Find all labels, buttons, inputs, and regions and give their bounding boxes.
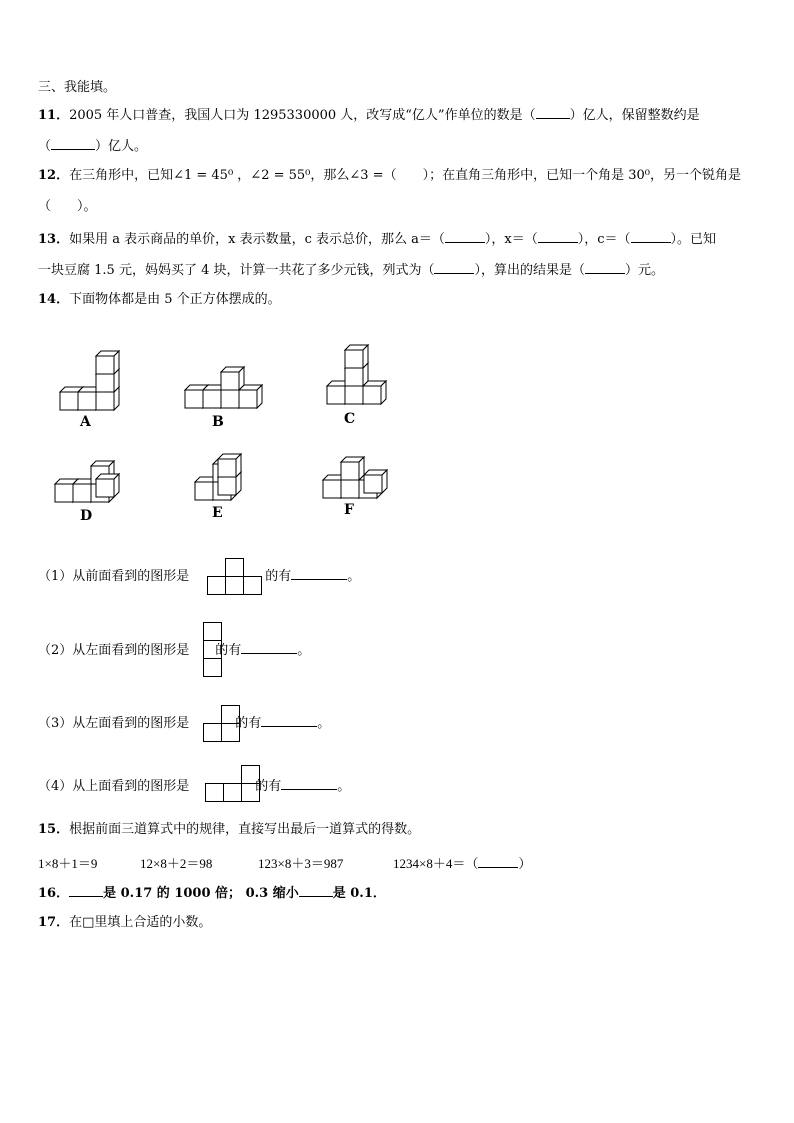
question-13-line1 <box>38 230 716 248</box>
question-11-line2 <box>38 137 147 155</box>
subquestion-suffix: 的有 <box>255 779 282 794</box>
subquestion-prefix: （4）从上面看到的图形是 <box>38 779 190 794</box>
answer-blank[interactable] <box>536 106 570 119</box>
question-text: ），x＝（ <box>484 232 538 247</box>
equation-4-end: ） <box>518 856 532 871</box>
equation-4 <box>393 853 531 872</box>
equation-3: 123×8＋3＝987 <box>258 856 344 871</box>
subquestion-end: 。 <box>317 716 331 731</box>
answer-blank[interactable] <box>445 230 485 243</box>
subquestion-prefix: （1）从前面看到的图形是 <box>38 569 190 584</box>
answer-blank[interactable] <box>434 261 474 274</box>
section-title: 三、我能填。 <box>38 80 117 95</box>
question-14-line1 <box>38 292 281 308</box>
question-number: 15． <box>38 822 70 837</box>
question-text: ）。已知 <box>670 232 717 247</box>
figure-label-b: B <box>212 414 224 430</box>
question-text: 下面物体都是由 5 个正方体摆成的。 <box>69 292 281 307</box>
figure-label-f: F <box>344 502 354 518</box>
question-text: 0.3 缩小 <box>245 886 299 901</box>
question-11-line1 <box>38 106 700 124</box>
question-text: 是 0.1． <box>332 886 386 901</box>
subquestion-4 <box>38 777 350 795</box>
question-text: ）亿人。 <box>95 139 148 154</box>
question-text: 一块豆腐 1.5 元，妈妈买了 4 块，计算一共花了多少元钱，列式为（ <box>38 263 435 278</box>
subquestion-prefix: （2）从左面看到的图形是 <box>38 643 190 658</box>
left-view-shape-column <box>203 621 225 679</box>
answer-blank[interactable] <box>478 855 518 868</box>
equation-2: 12×8＋2＝98 <box>140 856 213 871</box>
answer-blank[interactable] <box>538 230 578 243</box>
subquestion-suffix: 的有 <box>215 643 242 658</box>
question-number: 14． <box>38 292 70 307</box>
answer-blank[interactable] <box>585 261 625 274</box>
equation-1: 1×8＋1＝9 <box>38 856 98 871</box>
question-17-line1 <box>38 915 211 931</box>
figure-f <box>323 457 387 498</box>
answer-blank[interactable] <box>631 230 671 243</box>
subquestion-prefix: （3）从左面看到的图形是 <box>38 716 190 731</box>
question-number: 11． <box>38 108 70 123</box>
question-number: 16． <box>38 886 70 901</box>
figure-label-d: D <box>80 508 93 524</box>
question-number: 13． <box>38 232 70 247</box>
question-text: 在三角形中，已知∠1 = 45⁰ ，∠2 = 55⁰，那么∠3 =（ ）；在直角三角形中，已知一个角是 30⁰，另一个锐角是 <box>69 168 741 183</box>
question-text: ）元。 <box>625 263 665 278</box>
subquestion-end: 。 <box>347 569 361 584</box>
equation-4-text: 1234×8＋4＝（ <box>393 856 479 871</box>
question-text: 是 0.17 的 1000 倍； <box>103 886 242 901</box>
question-12-line2: （ ）。 <box>38 199 97 214</box>
question-13-line2 <box>38 261 664 279</box>
figure-c <box>327 345 386 404</box>
question-text: ），算出的结果是（ <box>474 263 585 278</box>
answer-blank[interactable] <box>291 567 347 580</box>
subquestion-end: 。 <box>297 643 311 658</box>
figure-b <box>185 367 262 408</box>
front-view-shape <box>207 557 265 597</box>
top-view-shape <box>205 764 267 804</box>
question-text: ）亿人，保留整数约是 <box>569 108 700 123</box>
question-text: 根据前面三道算式中的规律，直接写出最后一道算式的得数。 <box>69 822 421 837</box>
subquestion-3 <box>38 714 330 732</box>
question-text: （ <box>38 139 52 154</box>
question-text: 2005 年人口普查，我国人口为 1295330000 人，改写成“亿人”作单位的数是（ <box>69 108 536 123</box>
question-text: ），c＝（ <box>577 232 631 247</box>
question-15-line1 <box>38 822 420 838</box>
question-number: 12． <box>38 168 70 183</box>
figure-label-a: A <box>80 414 91 430</box>
subquestion-end: 。 <box>337 779 351 794</box>
subquestion-1 <box>38 567 360 585</box>
left-view-shape-l <box>203 704 245 744</box>
answer-blank[interactable] <box>261 714 317 727</box>
answer-blank[interactable] <box>241 641 297 654</box>
subquestion-2 <box>38 641 310 659</box>
figure-a <box>60 351 119 410</box>
answer-blank[interactable] <box>51 137 95 150</box>
answer-blank[interactable] <box>69 884 103 897</box>
figure-e <box>195 454 241 500</box>
question-text: 如果用 a 表示商品的单价，x 表示数量，c 表示总价，那么 a＝（ <box>69 232 445 247</box>
subquestion-suffix: 的有 <box>265 569 292 584</box>
figure-d <box>55 461 119 502</box>
figure-label-e: E <box>212 505 223 521</box>
question-16-line1 <box>38 884 386 902</box>
cube-figures <box>0 330 794 530</box>
question-12-line1 <box>38 168 741 184</box>
question-number: 17． <box>38 915 70 930</box>
question-text: 在□里填上合适的小数。 <box>69 915 212 930</box>
answer-blank[interactable] <box>281 777 337 790</box>
subquestion-suffix: 的有 <box>235 716 262 731</box>
answer-blank[interactable] <box>299 884 333 897</box>
figure-label-c: C <box>344 411 356 427</box>
